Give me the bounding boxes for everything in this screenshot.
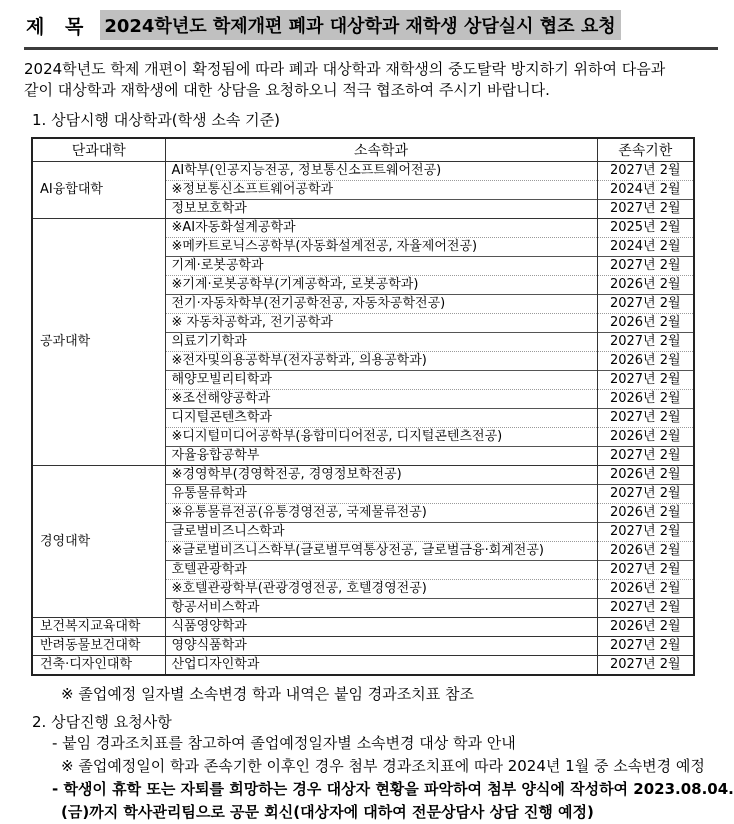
deadline-cell: 2027년 2월 xyxy=(597,447,694,466)
department-cell: ※유통물류전공(유통경영전공, 국제물류전공) xyxy=(165,504,597,523)
intro-line-1: 2024학년도 학제 개편이 확정됨에 따라 폐과 대상학과 재학생의 중도탈락 방지하기 위하여 다음과 xyxy=(24,60,666,78)
department-cell: 산업디자인학과 xyxy=(165,656,597,676)
section2-items xyxy=(24,732,734,824)
deadline-cell: 2026년 2월 xyxy=(597,390,694,409)
department-cell: 디지털콘텐츠학과 xyxy=(165,409,597,428)
header-deadline: 존속기한 xyxy=(597,138,694,162)
deadline-cell: 2027년 2월 xyxy=(597,162,694,181)
table-row xyxy=(32,162,694,181)
deadline-cell: 2026년 2월 xyxy=(597,466,694,485)
table-row xyxy=(32,219,694,238)
department-cell: ※기계·로봇공학부(기계공학과, 로봇공학과) xyxy=(165,276,597,295)
department-cell: 정보보호학과 xyxy=(165,200,597,219)
table-row xyxy=(32,637,694,656)
department-cell: 기계·로봇공학과 xyxy=(165,257,597,276)
deadline-cell: 2026년 2월 xyxy=(597,618,694,637)
section2-heading: 2. 상담진행 요청사항 xyxy=(32,713,172,731)
department-cell: ※조선해양공학과 xyxy=(165,390,597,409)
table-body xyxy=(32,162,694,676)
deadline-cell: 2027년 2월 xyxy=(597,599,694,618)
department-cell: 해양모빌리티학과 xyxy=(165,371,597,390)
deadline-cell: 2026년 2월 xyxy=(597,314,694,333)
department-cell: 전기·자동차학부(전기공학전공, 자동차공학전공) xyxy=(165,295,597,314)
table-header xyxy=(32,138,694,162)
header-department: 소속학과 xyxy=(165,138,597,162)
department-cell: 항공서비스학과 xyxy=(165,599,597,618)
deadline-cell: 2026년 2월 xyxy=(597,352,694,371)
deadline-cell: 2027년 2월 xyxy=(597,409,694,428)
section1-heading: 1. 상담시행 대상학과(학생 소속 기준) xyxy=(32,111,280,129)
deadline-cell: 2027년 2월 xyxy=(597,295,694,314)
department-cell: ※호텔관광학부(관광경영전공, 호텔경영전공) xyxy=(165,580,597,599)
document-title: 2024학년도 학제개편 폐과 대상학과 재학생 상담실시 협조 요청 xyxy=(100,10,620,40)
header-college: 단과대학 xyxy=(32,138,165,162)
department-cell: ※경영학부(경영학전공, 경영정보학전공) xyxy=(165,466,597,485)
college-cell: 건축·디자인대학 xyxy=(32,656,165,676)
deadline-cell: 2027년 2월 xyxy=(597,371,694,390)
intro-line-2: 같이 대상학과 재학생에 대한 상담을 요청하오니 적극 협조하여 주시기 바랍니다. xyxy=(24,81,550,99)
department-cell: 자율융합공학부 xyxy=(165,447,597,466)
table-row xyxy=(32,466,694,485)
department-cell: ※디지털미디어공학부(융합미디어전공, 디지털콘텐츠전공) xyxy=(165,428,597,447)
table-row xyxy=(32,656,694,676)
intro-paragraph xyxy=(24,59,720,101)
deadline-cell: 2024년 2월 xyxy=(597,238,694,257)
table-row xyxy=(32,618,694,637)
college-cell: 경영대학 xyxy=(32,466,165,618)
department-cell: 글로벌비즈니스학과 xyxy=(165,523,597,542)
deadline-cell: 2027년 2월 xyxy=(597,257,694,276)
deadline-cell: 2026년 2월 xyxy=(597,428,694,447)
deadline-cell: 2027년 2월 xyxy=(597,637,694,656)
note-line: - 붙임 경과조치표를 참고하여 졸업예정일자별 소속변경 대상 학과 안내 xyxy=(52,734,516,752)
college-cell: 공과대학 xyxy=(32,219,165,466)
deadline-cell: 2027년 2월 xyxy=(597,200,694,219)
department-cell: 유통물류학과 xyxy=(165,485,597,504)
title-label: 제 목 xyxy=(26,15,85,38)
deadline-cell: 2027년 2월 xyxy=(597,523,694,542)
note-line: (금)까지 학사관리팀으로 공문 회신(대상자에 대하여 전문상담사 상담 진행 예정) xyxy=(61,803,594,821)
department-cell: ※글로벌비즈니스학부(글로벌무역통상전공, 글로벌금융·회계전공) xyxy=(165,542,597,561)
note-line: - 학생이 휴학 또는 자퇴를 희망하는 경우 대상자 현황을 파악하여 첨부 양식에 작성하여 2023.08.04. xyxy=(52,780,734,798)
department-cell: 호텔관광학과 xyxy=(165,561,597,580)
department-cell: 식품영양학과 xyxy=(165,618,597,637)
deadline-cell: 2027년 2월 xyxy=(597,485,694,504)
department-cell: ※ 자동차공학과, 전기공학과 xyxy=(165,314,597,333)
department-table xyxy=(31,137,695,676)
deadline-cell: 2026년 2월 xyxy=(597,276,694,295)
department-cell: AI학부(인공지능전공, 정보통신소프트웨어전공) xyxy=(165,162,597,181)
department-cell: 의료기기학과 xyxy=(165,333,597,352)
deadline-cell: 2026년 2월 xyxy=(597,542,694,561)
department-cell: 영양식품학과 xyxy=(165,637,597,656)
college-cell: 보건복지교육대학 xyxy=(32,618,165,637)
deadline-cell: 2027년 2월 xyxy=(597,656,694,676)
deadline-cell: 2026년 2월 xyxy=(597,580,694,599)
college-cell: 반려동물보건대학 xyxy=(32,637,165,656)
deadline-cell: 2025년 2월 xyxy=(597,219,694,238)
deadline-cell: 2027년 2월 xyxy=(597,333,694,352)
college-cell: AI융합대학 xyxy=(32,162,165,219)
deadline-cell: 2024년 2월 xyxy=(597,181,694,200)
deadline-cell: 2027년 2월 xyxy=(597,561,694,580)
department-cell: ※AI자동화설계공학과 xyxy=(165,219,597,238)
deadline-cell: 2026년 2월 xyxy=(597,504,694,523)
department-cell: ※전자및의용공학부(전자공학과, 의용공학과) xyxy=(165,352,597,371)
note-line: ※ 졸업예정일이 학과 존속기한 이후인 경우 첨부 경과조치표에 따라 2024년 1월 중 소속변경 예정 xyxy=(61,757,705,775)
table-note: ※ 졸업예정 일자별 소속변경 학과 내역은 붙임 경과조치표 참조 xyxy=(61,685,474,703)
department-cell: ※메카트로닉스공학부(자동화설계전공, 자율제어전공) xyxy=(165,238,597,257)
title-bar xyxy=(24,10,718,50)
department-cell: ※정보통신소프트웨어공학과 xyxy=(165,181,597,200)
